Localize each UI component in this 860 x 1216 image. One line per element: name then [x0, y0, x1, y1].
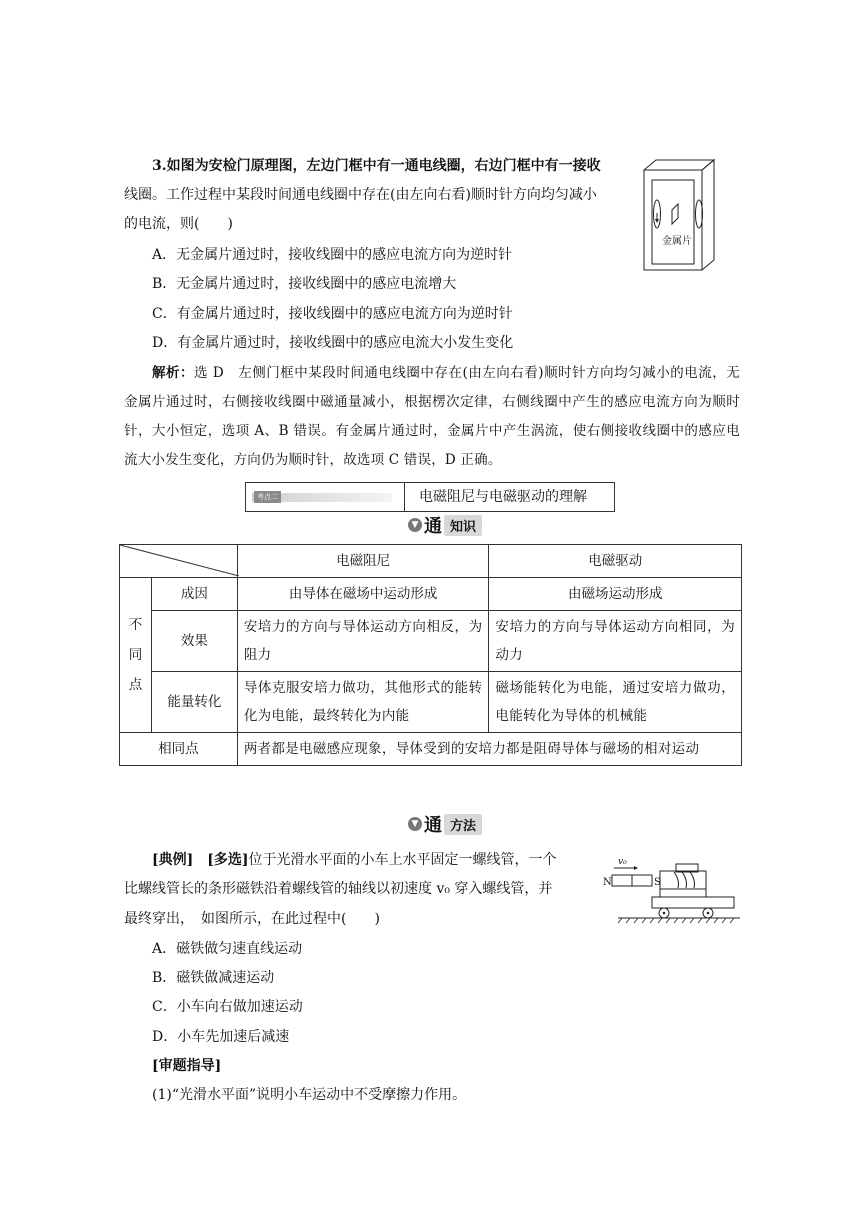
- option-b: B．无金属片通过时，接收线圈中的感应电流增大: [152, 276, 457, 292]
- velocity-label: v₀: [618, 857, 627, 867]
- guide-line-1: (1)“光滑水平面”说明小车运动中不受摩擦力作用。: [152, 1087, 467, 1103]
- topic-title: 电磁阻尼与电磁驱动的理解: [419, 489, 587, 505]
- topic-tag-text: 考点二: [254, 491, 281, 503]
- knowledge-heading: ▼ 通 知识: [408, 514, 482, 536]
- magnet-s-label: S: [654, 877, 661, 888]
- same-points-text: 两者都是电磁感应现象，导体受到的安培力都是阻碍导体与磁场的相对运动: [237, 733, 741, 766]
- example-line-3: 最终穿出， 如图所示，在此过程中( ): [124, 911, 380, 927]
- example-line-1: [典例] [多选]位于光滑水平面的小车上水平固定一螺线管，一个: [152, 852, 557, 868]
- cell-cause-driving: 由磁场运动形成: [489, 578, 742, 611]
- cell-energy-damping: 导体克服安培力做功，其他形式的能转化为电能，最终转化为内能: [237, 672, 489, 733]
- table-header-row: [120, 545, 742, 578]
- same-points-label: 相同点: [120, 733, 238, 766]
- comparison-table: [119, 544, 742, 766]
- example-option-b: B．磁铁做减速运动: [152, 970, 275, 986]
- example-option-a: A．磁铁做匀速直线运动: [152, 941, 303, 957]
- example-option-d: D．小车先加速后减速: [152, 1029, 290, 1045]
- cell-effect-damping: 安培力的方向与导体运动方向相反，为阻力: [237, 611, 489, 672]
- header-driving: 电磁驱动: [489, 545, 742, 578]
- table-row: [120, 578, 742, 611]
- explanation: [124, 359, 740, 475]
- table-row: [120, 611, 742, 672]
- table-row: [120, 672, 742, 733]
- cell-cause-damping: 由导体在磁场中运动形成: [237, 578, 489, 611]
- example-line-2: 比螺线管长的条形磁铁沿着螺线管的轴线以初速度 v₀ 穿入螺线管，并: [124, 881, 553, 897]
- question-3-line-2: 线圈。工作过程中某段时间通电线圈中存在(由左向右看)顺时针方向均匀减小: [124, 187, 597, 203]
- row-label-cause: 成因: [151, 578, 237, 611]
- header-damping: 电磁阻尼: [237, 545, 489, 578]
- row-label-energy: 能量转化: [151, 672, 237, 733]
- option-a: A．无金属片通过时，接收线圈中的感应电流方向为逆时针: [152, 247, 513, 263]
- different-points-label: 不同点: [120, 578, 152, 733]
- magnet-n-label: N: [603, 877, 612, 888]
- method-heading: ▼ 通 方法: [408, 813, 482, 835]
- option-d: D．有金属片通过时，接收线圈中的感应电流大小发生变化: [152, 335, 514, 351]
- guide-title: [审题指导]: [152, 1058, 222, 1074]
- topic-tag: [246, 483, 405, 511]
- chevron-down-icon: ▼: [408, 518, 422, 532]
- table-row: [120, 733, 742, 766]
- row-label-effect: 效果: [151, 611, 237, 672]
- question-3-line-3: 的电流，则( ): [124, 216, 233, 232]
- cell-energy-driving: 磁场能转化为电能，通过安培力做功，电能转化为导体的机械能: [489, 672, 742, 733]
- example-option-c: C．小车向右做加速运动: [152, 999, 303, 1015]
- explanation-text: 选 D 左侧门框中某段时间通电线圈中存在(由左向右看)顺时针方向均匀减小的电流，无金属片通过时，右侧接收线圈中磁通量减小，根据楞次定律，右侧线圈中产生的感应电流方向为顺时针，大小恒定，选项 A、B 错误。有金属片通过时，金属片中产生涡流，使右侧接收线圈中的感应电流大小发生变化，方向仍为顺时针，故选项 C 错误，D 正确。: [124, 365, 740, 468]
- cell-effect-driving: 安培力的方向与导体运动方向相同，为动力: [489, 611, 742, 672]
- option-c: C．有金属片通过时，接收线圈中的感应电流方向为逆时针: [152, 306, 513, 322]
- explanation-label: 解析：: [152, 365, 195, 381]
- metal-piece-label: 金属片: [662, 236, 692, 247]
- diagonal-header-cell: [120, 545, 238, 578]
- question-3-line-1: 3.如图为安检门原理图，左边门框中有一通电线圈，右边门框中有一接收: [152, 158, 601, 174]
- chevron-down-icon: ▼: [408, 817, 422, 831]
- security-gate-figure: [640, 158, 716, 274]
- cart-magnet-figure: [600, 850, 740, 928]
- topic-header: [245, 482, 615, 512]
